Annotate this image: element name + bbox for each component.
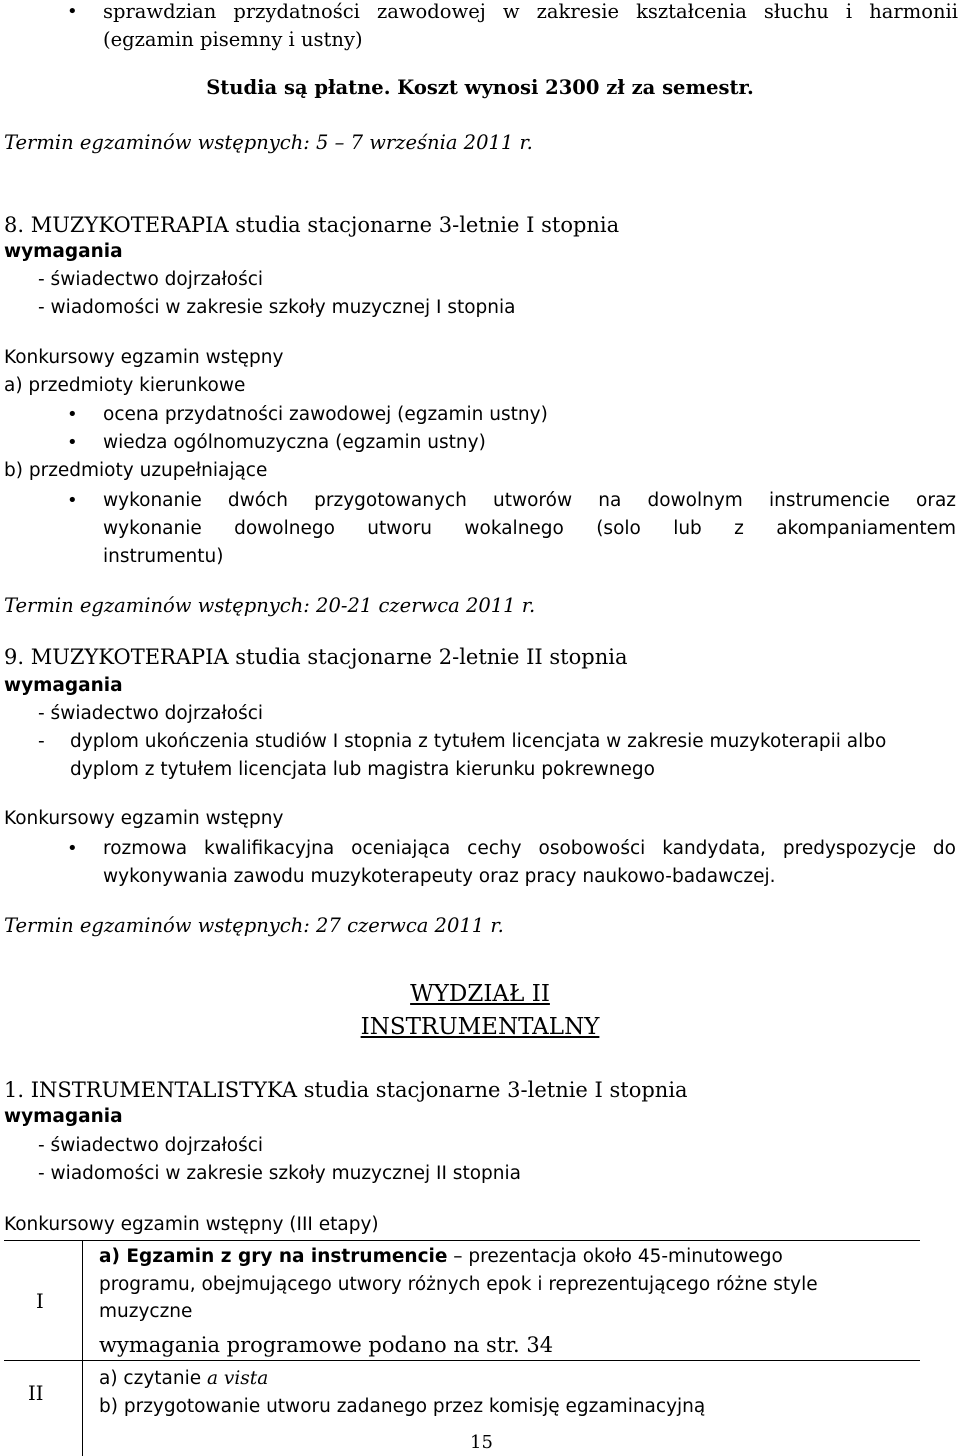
exam-stage-desc: – prezentacja około 45-minutowego [447, 1246, 783, 1267]
table-row-label: I [36, 1290, 44, 1313]
requirement-continuation: dyplom z tytułem licencjata lub magistra kierunku pokrewnego [70, 759, 655, 780]
table-rule-top [4, 1240, 920, 1241]
requirement-item: - wiadomości w zakresie szkoły muzycznej I stopnia [38, 297, 516, 318]
table-cell-line [99, 1367, 268, 1391]
bullet-continuation [103, 517, 956, 541]
section-heading: 9. MUZYKOTERAPIA studia stacjonarne 2-letnie II stopnia [4, 645, 628, 669]
requirements-label: wymagania [4, 1106, 123, 1127]
exam-stage-title: a) Egzamin z gry na instrumencie [99, 1246, 448, 1267]
section-heading: 1. INSTRUMENTALISTYKA studia stacjonarne 3-letnie I stopnia [4, 1078, 688, 1102]
table-cell-line: muzyczne [99, 1301, 193, 1322]
exam-label: Konkursowy egzamin wstępny [4, 347, 284, 368]
exam-label: Konkursowy egzamin wstępny [4, 808, 284, 829]
requirement-item: - wiadomości w zakresie szkoły muzycznej II stopnia [38, 1163, 521, 1184]
requirement-item: - świadectwo dojrzałości [38, 703, 264, 724]
paid-notice: Studia są płatne. Koszt wynosi 2300 zł za semestr. [206, 76, 754, 99]
faculty-subtitle: INSTRUMENTALNY [360, 1014, 600, 1040]
bullet-item [103, 489, 956, 513]
bullet-item [103, 0, 958, 24]
exam-date: Termin egzaminów wstępnych: 20-21 czerwca 2011 r. [4, 594, 536, 617]
requirement-dash: - [38, 731, 45, 752]
table-cell-line [99, 1245, 783, 1269]
bullet-item [103, 837, 956, 861]
table-column-divider [82, 1240, 83, 1456]
exam-date: Termin egzaminów wstępnych: 5 – 7 września 2011 r. [4, 131, 533, 154]
subject-group: b) przedmioty uzupełniające [4, 460, 268, 481]
bullet-text: wykonanie dowolnego utworu wokalnego (solo lub z akompaniamentem [103, 518, 956, 539]
exam-stage-title: a) czytanie [99, 1368, 207, 1389]
bullet-continuation: (egzamin pisemny i ustny) [103, 28, 363, 51]
requirement-item: - świadectwo dojrzałości [38, 269, 264, 290]
bullet-continuation: instrumentu) [103, 546, 224, 567]
table-cell-line: b) przygotowanie utworu zadanego przez komisję egzaminacyjną [99, 1396, 706, 1417]
bullet-text: rozmowa kwalifikacyjna oceniająca cechy osobowości kandydata, predyspozycje do [103, 838, 956, 859]
bullet-text: sprawdzian przydatności zawodowej w zakresie kształcenia słuchu i harmonii [103, 0, 958, 23]
table-cell-line: wymagania programowe podano na str. 34 [99, 1333, 554, 1357]
bullet-item: • ocena przydatności zawodowej (egzamin ustny) [103, 403, 548, 427]
section-heading: 8. MUZYKOTERAPIA studia stacjonarne 3-letnie I stopnia [4, 213, 620, 237]
page-number: 15 [470, 1432, 493, 1453]
table-cell-line: programu, obejmującego utwory różnych epok i reprezentującego różne style [99, 1274, 818, 1295]
requirement-item: - świadectwo dojrzałości [38, 1135, 264, 1156]
exam-date: Termin egzaminów wstępnych: 27 czerwca 2011 r. [4, 914, 504, 937]
subject-group: a) przedmioty kierunkowe [4, 375, 246, 396]
exam-label: Konkursowy egzamin wstępny (III etapy) [4, 1214, 379, 1235]
bullet-text: wykonanie dwóch przygotowanych utworów na dowolnym instrumencie oraz [103, 490, 956, 511]
bullet-item: • wiedza ogólnomuzyczna (egzamin ustny) [103, 431, 486, 455]
requirement-item: dyplom ukończenia studiów I stopnia z tytułem licencjata w zakresie muzykoterapii albo [70, 731, 887, 752]
requirements-label: wymagania [4, 241, 123, 262]
faculty-title: WYDZIAŁ II [410, 981, 550, 1007]
exam-stage-desc: a vista [206, 1368, 269, 1389]
bullet-continuation: wykonywania zawodu muzykoterapeuty oraz pracy naukowo-badawczej. [103, 866, 776, 887]
table-row-label: II [28, 1382, 44, 1405]
table-rule-middle [4, 1360, 920, 1361]
requirements-label: wymagania [4, 675, 123, 696]
